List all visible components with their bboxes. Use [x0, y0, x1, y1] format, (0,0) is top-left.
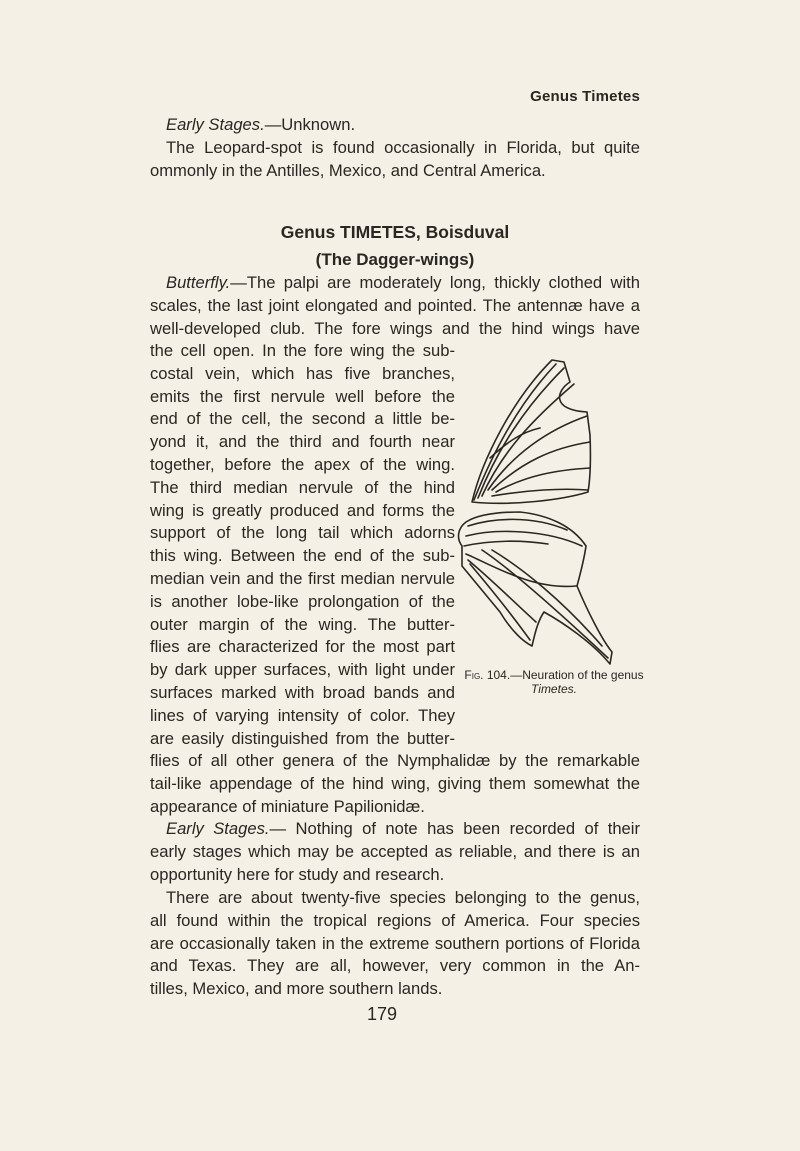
- wrap-line: end of the cell, the second a little be-: [150, 409, 455, 429]
- wrap-line: support of the long tail which adorns: [150, 523, 455, 543]
- wrap-line: surfaces marked with broad bands and: [150, 682, 455, 702]
- butterfly-conclusion: [150, 750, 640, 818]
- intro-early-stages: [150, 114, 640, 137]
- hind-wing: [459, 512, 612, 664]
- after-line: tail-like appendage of the hind wing, giving them somewhat the: [150, 773, 640, 793]
- intro-section: [150, 114, 640, 182]
- wrap-line: the cell open. In the fore wing the sub-: [150, 341, 455, 360]
- wrap-line: costal vein, which has five branches,: [150, 363, 455, 383]
- figure-caption-genus: Timetes.: [531, 682, 577, 696]
- early-stages-label: Early Stages.: [166, 115, 265, 134]
- intro-line-2: ommonly in the Antilles, Mexico, and Central America.: [150, 160, 546, 180]
- wrap-line: are easily distinguished from the butter-: [150, 728, 455, 748]
- wrap-line: emits the first nervule well before the: [150, 386, 455, 406]
- wrap-line: median vein and the first median nervule: [150, 568, 455, 588]
- butterfly-intro: [150, 272, 640, 340]
- species-line: all found within the tropical regions of America. Four species: [150, 910, 640, 930]
- figure-caption: [464, 668, 644, 696]
- figure-label: Fig.: [464, 668, 484, 682]
- wrap-line: is another lobe-like prolongation of the: [150, 591, 455, 611]
- early-stages-value: —Unknown.: [264, 115, 356, 134]
- butterfly-line-2: scales, the last joint elongated and pointed. The antennæ have a: [150, 295, 640, 315]
- early-stages-line: opportunity here for study and research.: [150, 864, 445, 884]
- early-stages-heading: Early Stages.: [166, 819, 270, 838]
- butterfly-line-3: well-developed club. The fore wings and the hind wings have: [150, 318, 640, 338]
- wing-neuration-figure: [452, 350, 642, 670]
- butterfly-line-1: [150, 272, 640, 295]
- genus-heading: Genus TIMETES, Boisduval: [280, 222, 510, 242]
- butterfly-label: Butterfly.: [166, 273, 231, 292]
- figure-caption-text: 104.—Neuration of the genus: [483, 668, 644, 682]
- early-stages-line-1: [150, 818, 640, 841]
- species-section: [150, 887, 640, 1001]
- wrap-line: this wing. Between the end of the sub-: [150, 546, 455, 566]
- early-stages-text: — Nothing of note has been recorded of their: [269, 819, 641, 838]
- genus-subheading: (The Dagger-wings): [315, 250, 475, 269]
- intro-line-1: The Leopard-spot is found occasionally in Florida, but quite: [166, 137, 640, 157]
- fore-wing: [472, 360, 590, 503]
- page-number: 179: [367, 1004, 398, 1024]
- wrap-line: lines of varying intensity of color. They: [150, 705, 455, 725]
- species-line: There are about twenty-five species belonging to the genus,: [166, 888, 640, 907]
- running-head: Genus Timetes: [530, 88, 640, 105]
- species-line: and Texas. They are all, however, very common in the An-: [150, 956, 640, 976]
- species-line: are occasionally taken in the extreme southern portions of Florida: [150, 933, 640, 953]
- species-line: tilles, Mexico, and more southern lands.: [150, 979, 443, 999]
- wrap-line: The third median nervule of the hind: [150, 477, 455, 497]
- wrap-line: together, before the apex of the wing.: [150, 454, 455, 474]
- wrap-line: yond it, and the third and fourth near: [150, 432, 455, 452]
- butterfly-wrap-text: [150, 340, 455, 750]
- early-stages-line: early stages which may be accepted as reliable, and there is an: [150, 841, 640, 861]
- after-line: flies of all other genera of the Nymphalidæ by the remarkable: [150, 751, 640, 770]
- after-line: appearance of miniature Papilionidæ.: [150, 796, 425, 816]
- wrap-line: outer margin of the wing. The butter-: [150, 614, 455, 634]
- butterfly-line-1-text: —The palpi are moderately long, thickly clothed with: [230, 273, 640, 292]
- wrap-line: by dark upper surfaces, with light under: [150, 660, 455, 680]
- wrap-line: wing is greatly produced and forms the: [150, 500, 455, 520]
- wrap-line: flies are characterized for the most part: [150, 637, 455, 657]
- early-stages-section: [150, 818, 640, 886]
